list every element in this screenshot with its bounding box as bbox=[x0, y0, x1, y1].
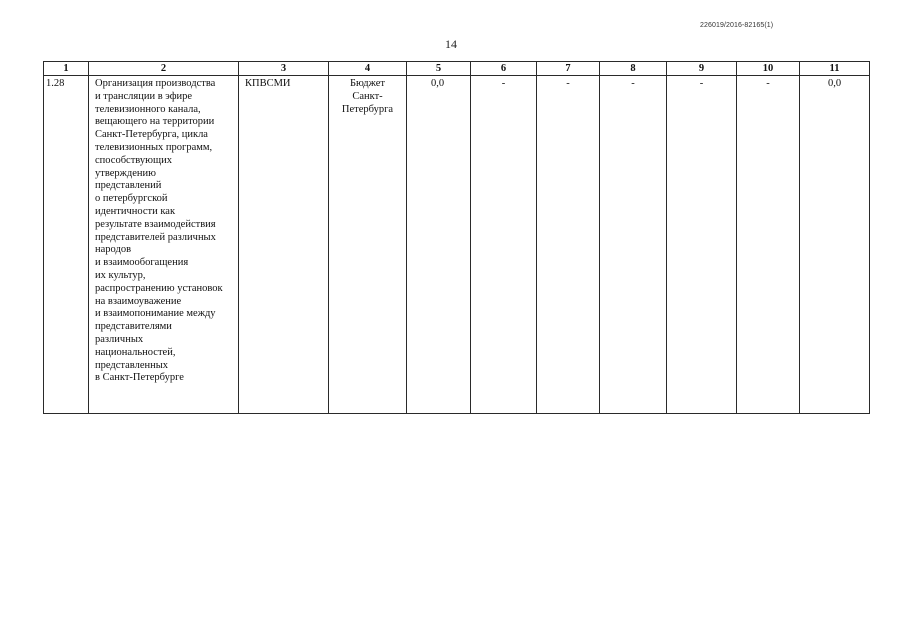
value-cell-6: - bbox=[471, 76, 537, 414]
program-table bbox=[43, 61, 870, 414]
description-line: в Санкт-Петербурге bbox=[95, 372, 184, 384]
description-line: вещающего на территории bbox=[95, 116, 215, 128]
document-id: 226019/2016-82165(1) bbox=[700, 22, 774, 29]
column-header-5: 5 bbox=[407, 62, 471, 76]
description-line: и трансляции в эфире bbox=[95, 90, 193, 102]
description-line: их культур, bbox=[95, 269, 146, 281]
header-row bbox=[44, 62, 870, 76]
description-line: представлений bbox=[95, 180, 162, 192]
value-cell-9: - bbox=[667, 76, 737, 414]
description-line: телевизионного канала, bbox=[95, 103, 201, 115]
page-number: 14 bbox=[445, 37, 457, 51]
description-line: результате взаимодействия bbox=[95, 218, 216, 230]
description-line: национальностей, bbox=[95, 346, 176, 358]
value-cell-10: - bbox=[737, 76, 800, 414]
column-header-9: 9 bbox=[667, 62, 737, 76]
row-number: 1.28 bbox=[44, 76, 89, 414]
description-line: народов bbox=[95, 244, 132, 256]
value-cell-8: - bbox=[600, 76, 667, 414]
description-line: Организация производства bbox=[95, 78, 216, 89]
column-header-11: 11 bbox=[800, 62, 870, 76]
column-header-6: 6 bbox=[471, 62, 537, 76]
value-cell-11: 0,0 bbox=[800, 76, 870, 414]
funding-source-line: Петербурга bbox=[341, 103, 394, 115]
value-cell-5: 0,0 bbox=[407, 76, 471, 414]
column-header-7: 7 bbox=[537, 62, 600, 76]
description-line: идентичности как bbox=[95, 205, 176, 217]
description-line: утверждению bbox=[95, 167, 156, 179]
description-line: способствующих bbox=[95, 154, 172, 166]
description-line: и взаимопонимание между bbox=[95, 308, 216, 320]
executor-cell: КПВСМИ bbox=[239, 76, 329, 414]
column-header-2: 2 bbox=[89, 62, 239, 76]
description-line: на взаимоуважение bbox=[95, 295, 182, 307]
funding-source-cell bbox=[329, 76, 407, 414]
description-line: и взаимообогащения bbox=[95, 257, 189, 269]
description-line: о петербургской bbox=[95, 193, 168, 205]
description-line: различных bbox=[95, 333, 144, 345]
funding-source-line: Санкт- bbox=[352, 90, 383, 102]
activity-description bbox=[89, 76, 239, 414]
table-row bbox=[44, 76, 870, 414]
column-header-4: 4 bbox=[329, 62, 407, 76]
description-line: представленных bbox=[95, 359, 169, 371]
value-cell-7: - bbox=[537, 76, 600, 414]
column-header-1: 1 bbox=[44, 62, 89, 76]
funding-source-line: Бюджет bbox=[349, 78, 386, 89]
description-line: представителями bbox=[95, 321, 172, 333]
description-line: представителей различных bbox=[95, 231, 216, 243]
description-line: телевизионных программ, bbox=[95, 141, 213, 153]
column-header-3: 3 bbox=[239, 62, 329, 76]
description-line: распространению установок bbox=[95, 282, 223, 294]
description-line: Санкт-Петербурга, цикла bbox=[95, 129, 208, 141]
column-header-8: 8 bbox=[600, 62, 667, 76]
column-header-10: 10 bbox=[737, 62, 800, 76]
